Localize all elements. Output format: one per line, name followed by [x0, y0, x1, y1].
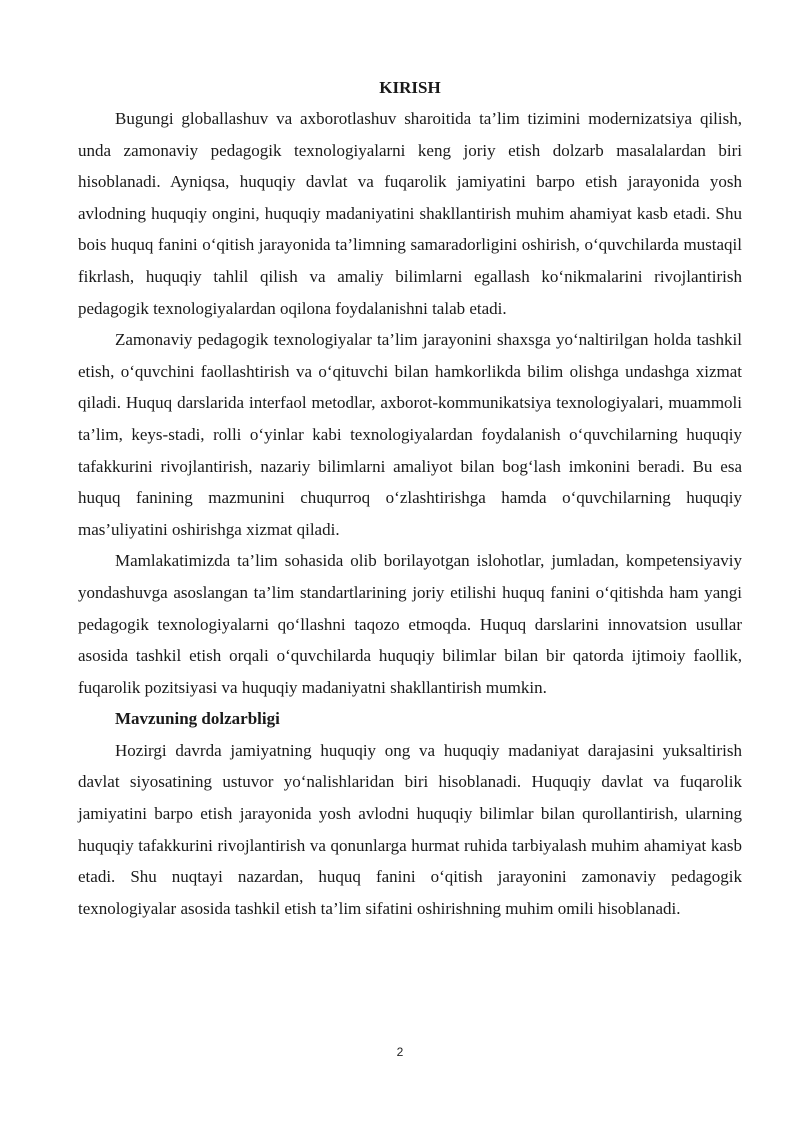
section-subheading: Mavzuning dolzarbligi — [115, 709, 280, 729]
document-page — [78, 72, 742, 924]
relevance-paragraph: Hozirgi davrda jamiyatning huquqiy ong va huquqiy madaniyat darajasini yuksaltirish davlat siyosatining ustuvor yo‘nalishlaridan biri hisoblanadi. Huquqiy davlat va fuqarolik jamiyatini barpo etish jarayonida yosh avlodni huquqiy bilimlar bilan qurollantirish, ularning huquqiy tafakkurini rivojlantirish va qonunlarga hurmat ruhida tarbiyalash muhim ahamiyat kasb etadi. Shu nuqtayi nazardan, huquq fanini o‘qitish jarayonini zamonaviy pedagogik texnologiyalar asosida tashkil etish ta’lim sifatini oshirishning muhim omili hisoblanadi. — [78, 740, 742, 918]
page-number: 2 — [396, 1045, 404, 1059]
intro-paragraph-3: Mamlakatimizda ta’lim sohasida olib borilayotgan islohotlar, jumladan, kompetensiyaviy yondashuvga asoslangan ta’lim standartlarining joriy etilishi huquq fanini o‘qitishda ham yangi pedagogik texnologiyalarni qo‘llashni taqozo etmoqda. Huquq darslarini innovatsion usullar asosida tashkil etish orqali o‘quvchilarda huquqiy bilimlar bilan bir qatorda ijtimoiy faollik, fuqarolik pozitsiyasi va huquqiy madaniyatni shakllantirish mumkin. — [78, 551, 742, 697]
document-title: KIRISH — [379, 78, 441, 97]
intro-paragraph-2: Zamonaviy pedagogik texnologiyalar ta’lim jarayonini shaxsga yo‘naltirilgan holda tashkil etish, o‘quvchini faollashtirish va o‘qituvchi bilan hamkorlikda bilim olishga undashga xizmat qiladi. Huquq darslarida interfaol metodlar, axborot-kommunikatsiya texnologiyalari, muammoli ta’lim, keys-stadi, rolli o‘yinlar kabi texnologiyalardan foydalanish o‘quvchilarning huquqiy tafakkurini rivojlantirish, nazariy bilimlarni amaliyot bilan bog‘lash imkonini beradi. Bu esa huquq fanining mazmunini chuqurroq o‘zlashtirishga hamda o‘quvchilarning huquqiy mas’uliyatini oshirishga xizmat qiladi. — [78, 330, 742, 539]
intro-paragraph-1: Bugungi globallashuv va axborotlashuv sharoitida ta’lim tizimini modernizatsiya qilish, unda zamonaviy pedagogik texnologiyalarni keng joriy etish dolzarb masalalardan biri hisoblanadi. Ayniqsa, huquqiy davlat va fuqarolik jamiyatini barpo etish jarayonida yosh avlodning huquqiy ongini, huquqiy madaniyatini shakllantirish muhim ahamiyat kasb etadi. Shu bois huquq fanini o‘qitish jarayonida ta’limning samaradorligini oshirish, o‘quvchilarda mustaqil fikrlash, huquqiy tahlil qilish va amaliy bilimlarni egallash ko‘nikmalarini rivojlantirish pedagogik texnologiyalardan oqilona foydalanishni talab etadi. — [78, 109, 742, 318]
